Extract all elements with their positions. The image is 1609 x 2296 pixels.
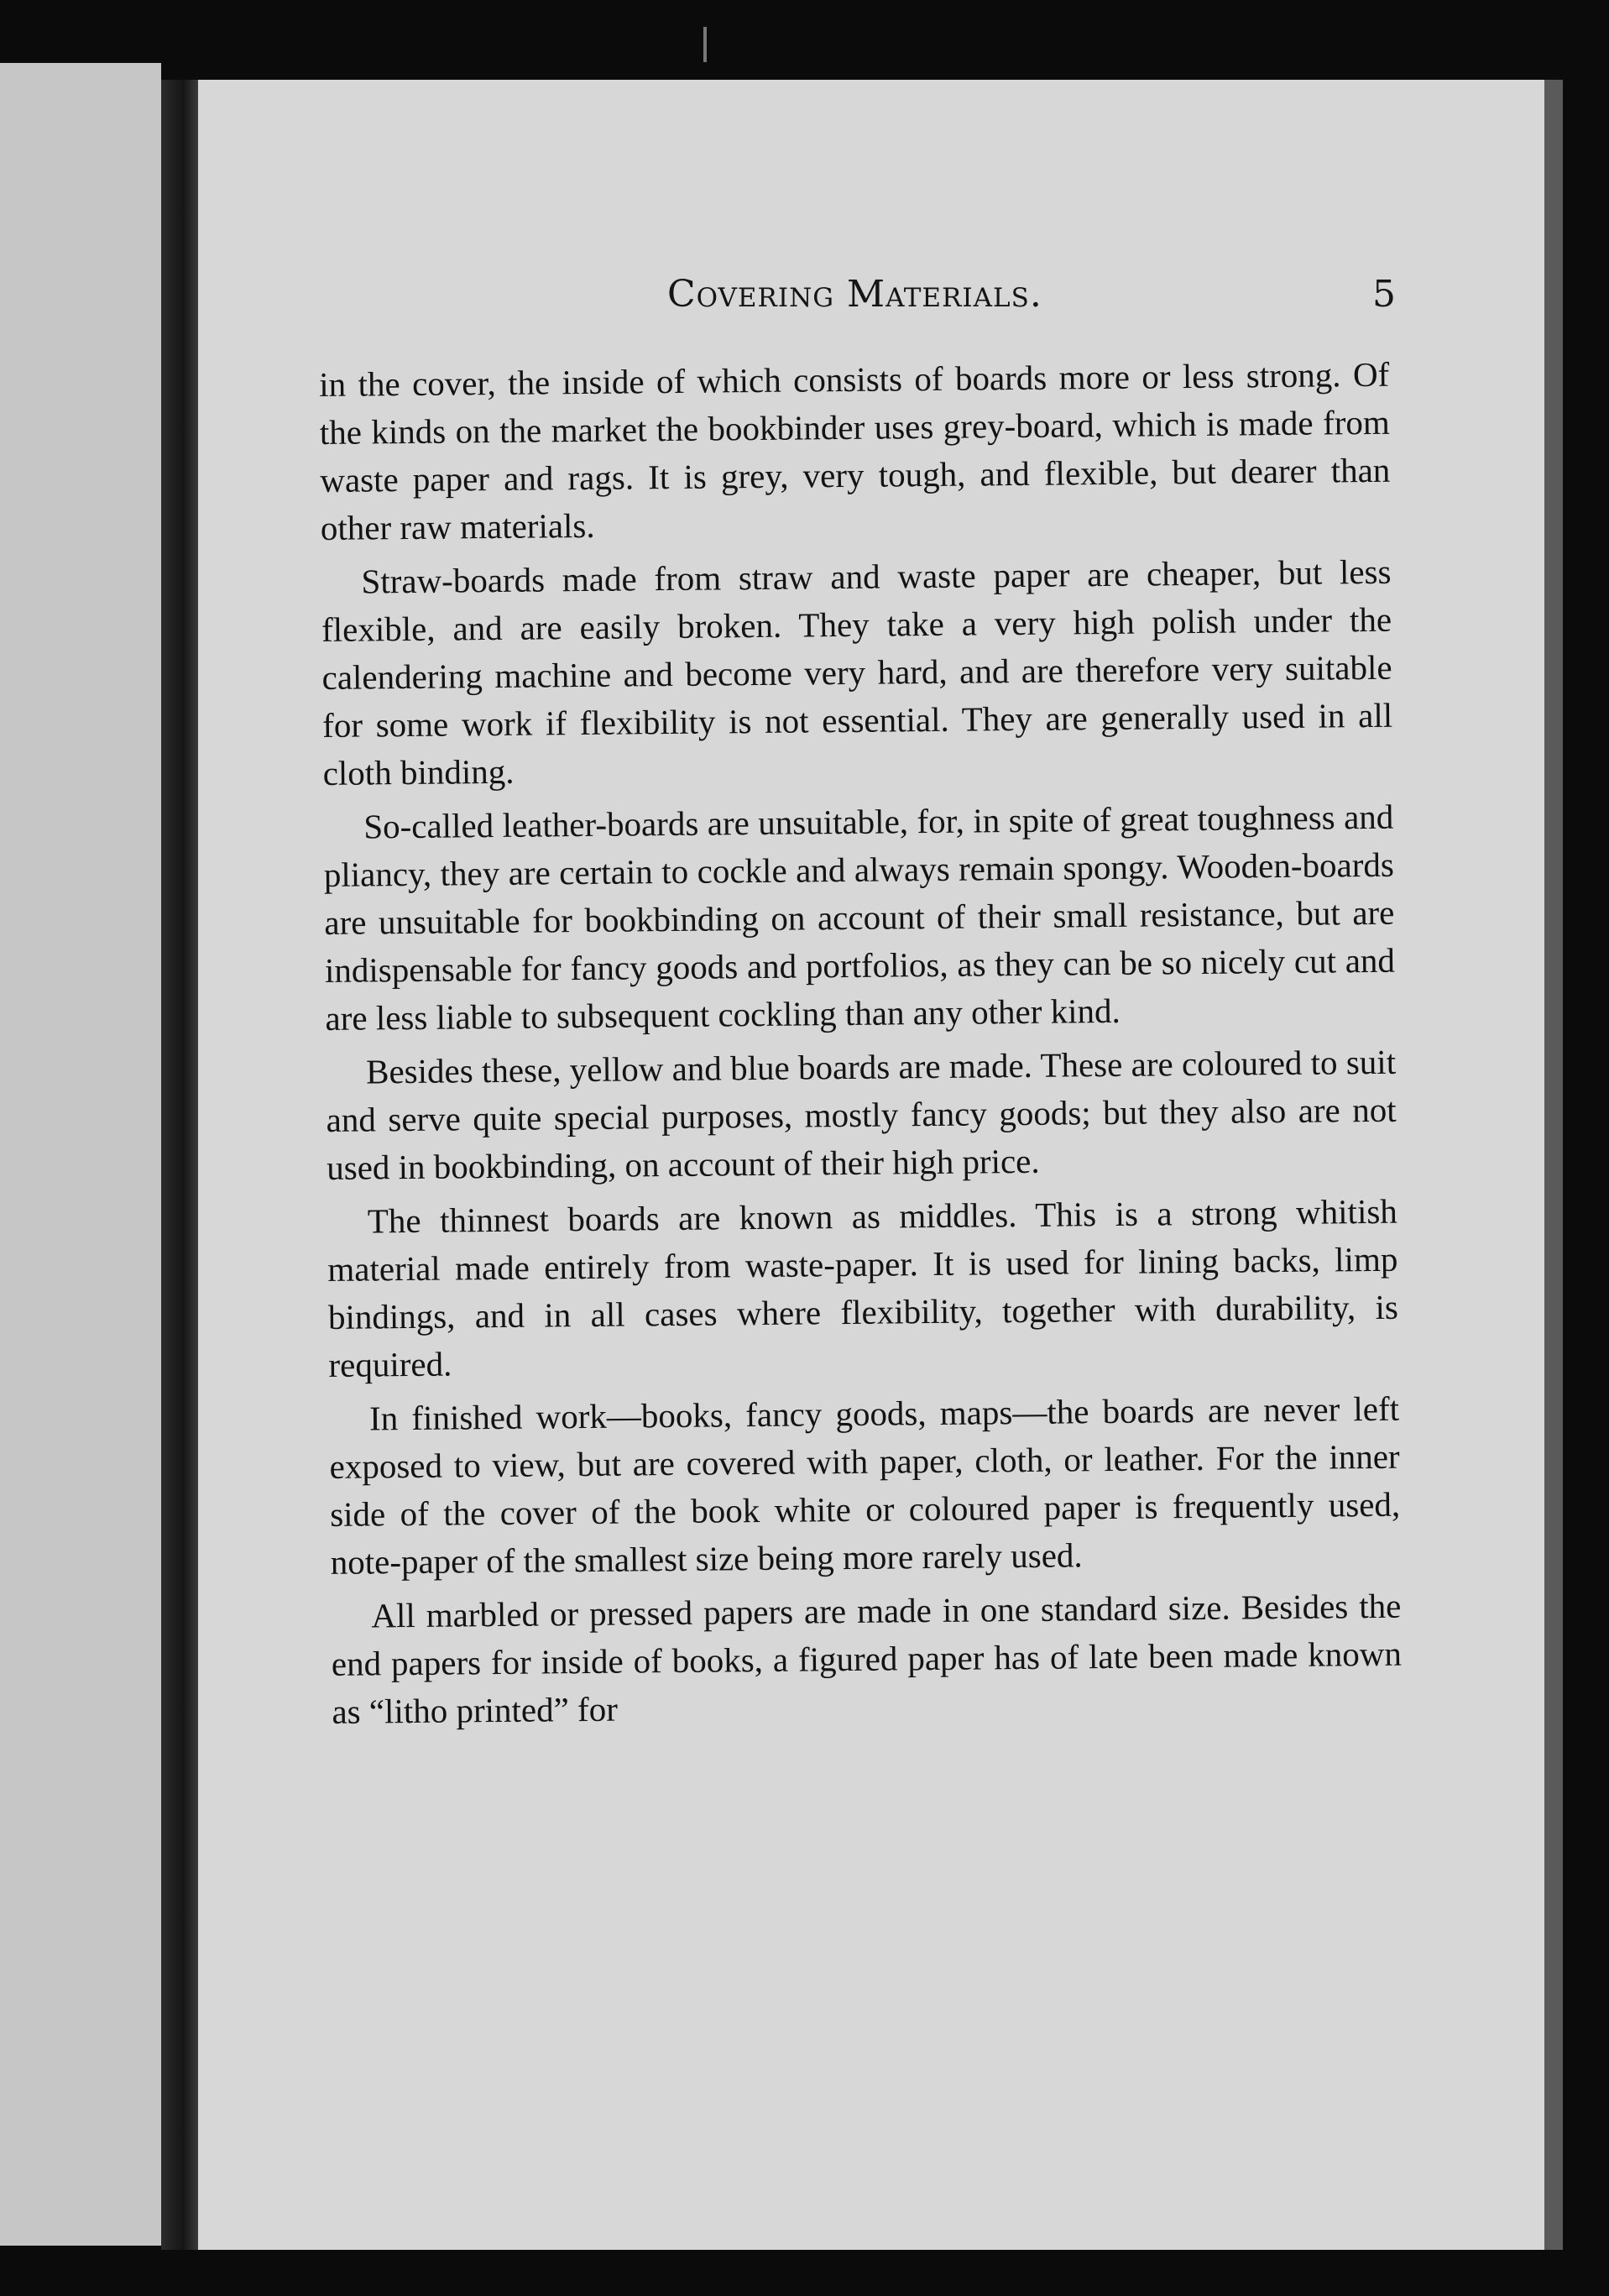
paragraph-7: All marbled or pressed papers are made in one standard size. Besides the end papers for inside of books, a figured paper has of late been made known as “litho printed” for [331, 1586, 1403, 1731]
paragraph-2: Straw-boards made from straw and waste paper are cheaper, but less flexible, and are easily broken. They take a very high polish under the calendering machine and become very hard, and are therefore very suitable for some work if flexibility is not essential. They are generally used in all cloth binding. [321, 552, 1393, 792]
paragraph-6: In finished work—books, fancy goods, maps—the boards are never left exposed to view, but are covered with paper, cloth, or leather. For the inner side of the cover of the book white or coloured paper is frequently used, note-paper of the smallest size being more rarely used. [329, 1389, 1401, 1582]
paragraph-5: The thinnest boards are known as middles. This is a strong whitish material made entirely from waste-paper. It is used for lining backs, limp bindings, and in all cases where flexibility, together with durability, is required. [327, 1191, 1399, 1384]
paragraph-3: So-called leather-boards are unsuitable, for, in spite of great toughness and pliancy, they are certain to cockle and always remain spongy. Wooden-boards are unsuitable for bookbinding on account of their small resistance, but are indispensable for fancy goods and portfolios, as they can be so nicely cut and are less liable to subsequent cockling than any other kind. [323, 797, 1396, 1038]
page-number: 5 [1372, 273, 1396, 316]
body-text [319, 351, 1403, 1742]
book-gutter [161, 80, 198, 2250]
paragraph-4: Besides these, yellow and blue boards are made. These are coloured to suit and serve quite special purposes, mostly fancy goods; but they also are not used in bookbinding, on account of their high price. [326, 1042, 1397, 1187]
previous-page-edge [0, 63, 161, 2246]
paragraph-1: in the cover, the inside of which consists of boards more or less strong. Of the kinds on the market the bookbinder uses grey-board, which is made from waste paper and rags. It is grey, very tough, and flexible, but dearer than other raw materials. [319, 354, 1391, 547]
running-title: Covering Materials. [667, 273, 1042, 316]
page-right-edge [1544, 80, 1563, 2250]
scan-artifact-mark [703, 27, 707, 62]
page-header [319, 273, 1410, 340]
